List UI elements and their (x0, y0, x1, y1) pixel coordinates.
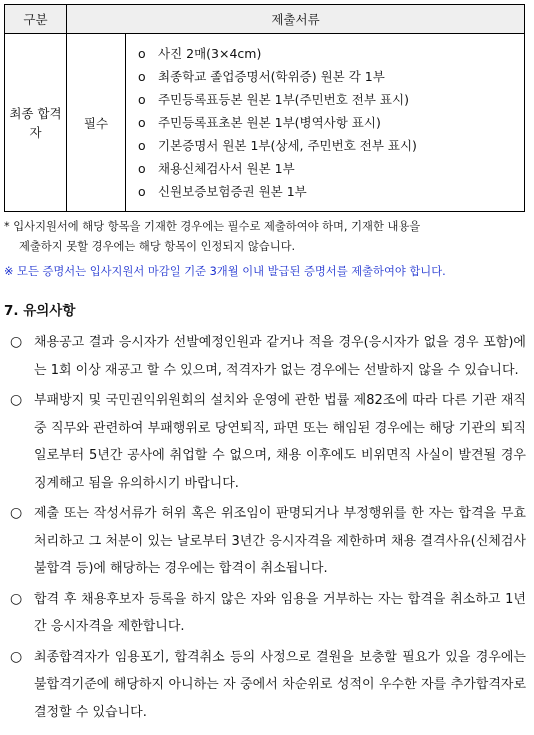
cautions-list (10, 329, 526, 729)
document-item-text: 신원보증보험증권 원본 1부 (158, 184, 307, 199)
documents-cell (126, 34, 525, 212)
section-title: 7. 유의사항 (4, 303, 76, 319)
submission-note (4, 217, 530, 257)
requirement-cell: 필수 (67, 34, 126, 212)
required-documents-table (4, 4, 525, 212)
bullet-icon: o (138, 115, 146, 130)
category-cell: 최종 합격자 (5, 34, 67, 212)
document-item-text: 주민등록표초본 원본 1부(병역사항 표시) (158, 115, 381, 130)
note-line: 제출하지 못할 경우에는 해당 항목이 인정되지 않습니다. (19, 240, 296, 253)
circle-bullet-icon: ○ (10, 392, 23, 408)
caution-text: 최종합격자가 임용포기, 합격취소 등의 사정으로 결원을 보충할 필요가 있을 경우에는 불합격기준에 해당하지 아니하는 자 중에서 차순위로 성적이 우수한 자를 추가합격자로 결정할 수 있습니다. (34, 649, 526, 720)
certificate-note: ※ 모든 증명서는 입사지원서 마감일 기준 3개월 이내 발급된 증명서를 제출하여야 합니다. (4, 265, 446, 278)
bullet-icon: o (138, 92, 146, 107)
document-item (138, 65, 524, 88)
caution-text: 채용공고 결과 응시자가 선발예정인원과 같거나 적을 경우(응시자가 없을 경우 포함)에는 1회 이상 재공고 할 수 있으며, 적격자가 없는 경우에는 선발하지 않을 수 있습니다. (34, 335, 526, 378)
caution-text: 합격 후 채용후보자 등록을 하지 않은 자와 임용을 거부하는 자는 합격을 취소하고 1년간 응시자격을 제한합니다. (34, 591, 526, 634)
bullet-icon: o (138, 46, 146, 61)
document-item (138, 111, 524, 134)
table-header-row (5, 5, 525, 34)
document-item-text: 주민등록표등본 원본 1부(주민번호 전부 표시) (158, 92, 409, 107)
bullet-icon: o (138, 161, 146, 176)
bullet-icon: o (138, 138, 146, 153)
document-item (138, 134, 524, 157)
document-item (138, 157, 524, 180)
caution-text: 부패방지 및 국민권익위원회의 설치와 운영에 관한 법률 제82조에 따라 다른 기관 재직 중 직무와 관련하여 부패행위로 당연퇴직, 파면 또는 해임된 경우에는 해당 기관의 퇴직일로부터 5년간 공사에 취업할 수 없으며, 채용 이후에도 비위면직 사실이 발견될 경우 징계해고 됨을 유의하시기 바랍니다. (34, 393, 526, 491)
document-item (138, 42, 524, 65)
caution-text: 제출 또는 작성서류가 허위 혹은 위조임이 판명되거나 부정행위를 한 자는 합격을 무효처리하고 그 처분이 있는 날로부터 3년간 응시자격을 제한하며 채용 결격사유(신체검사 불합격 등)에 해당하는 경우에는 합격이 취소됩니다. (34, 506, 526, 576)
document-item (138, 88, 524, 111)
circle-bullet-icon: ○ (10, 648, 23, 665)
circle-bullet-icon: ○ (10, 334, 23, 350)
header-documents: 제출서류 (67, 5, 525, 34)
bullet-icon: o (138, 69, 146, 84)
caution-item (10, 329, 526, 384)
note-line: * 입사지원서에 해당 항목을 기재한 경우에는 필수로 제출하여야 하며, 기재한 내용을 (4, 220, 421, 233)
caution-item (10, 586, 526, 641)
circle-bullet-icon: ○ (10, 590, 23, 607)
header-category: 구분 (5, 5, 67, 34)
documents-list (138, 42, 524, 203)
bullet-icon: o (138, 184, 146, 199)
document-item-text: 최종학교 졸업증명서(학위증) 원본 각 1부 (158, 69, 385, 84)
caution-item (10, 644, 526, 727)
document-item (138, 180, 524, 203)
circle-bullet-icon: ○ (10, 505, 23, 521)
caution-item (10, 500, 526, 583)
caution-item (10, 387, 526, 497)
document-item-text: 채용신체검사서 원본 1부 (158, 161, 295, 176)
document-item-text: 기본증명서 원본 1부(상세, 주민번호 전부 표시) (158, 138, 417, 153)
document-item-text: 사진 2매(3×4cm) (158, 46, 262, 61)
table-row (5, 34, 525, 212)
